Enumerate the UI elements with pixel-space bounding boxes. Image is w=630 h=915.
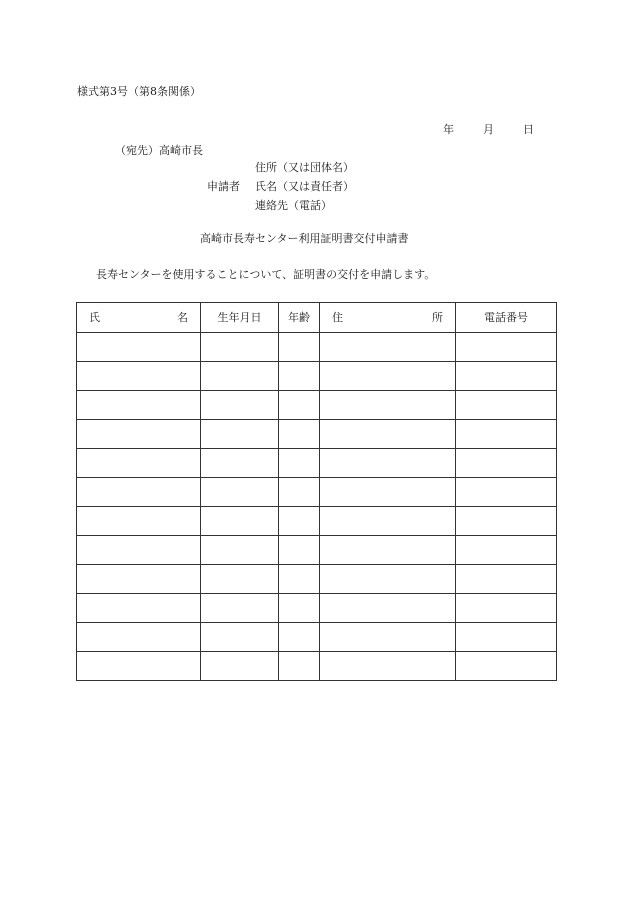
- phone-cell[interactable]: [456, 652, 557, 681]
- date-line: [443, 123, 534, 137]
- birthdate-cell[interactable]: [201, 478, 279, 507]
- name-cell[interactable]: [77, 623, 201, 652]
- name-column-header: [77, 303, 201, 333]
- address-cell[interactable]: [320, 652, 456, 681]
- name-cell[interactable]: [77, 333, 201, 362]
- applicant-name-label: 氏名（又は責任者）: [255, 180, 354, 193]
- phone-cell[interactable]: [456, 478, 557, 507]
- table-row: [77, 420, 557, 449]
- document-title: 高崎市長寿センター利用証明書交付申請書: [200, 232, 409, 245]
- date-year-label: 年: [443, 123, 454, 136]
- address-cell[interactable]: [320, 449, 456, 478]
- age-cell[interactable]: [279, 594, 320, 623]
- phone-cell[interactable]: [456, 536, 557, 565]
- table-row: [77, 333, 557, 362]
- phone-cell[interactable]: [456, 362, 557, 391]
- applicant-address-label: 住所（又は団体名）: [255, 161, 354, 174]
- table-row: [77, 623, 557, 652]
- age-cell[interactable]: [279, 391, 320, 420]
- table-row: [77, 478, 557, 507]
- address-cell[interactable]: [320, 478, 456, 507]
- birthdate-cell[interactable]: [201, 623, 279, 652]
- address-cell[interactable]: [320, 362, 456, 391]
- address-cell[interactable]: [320, 333, 456, 362]
- birthdate-cell[interactable]: [201, 420, 279, 449]
- age-cell[interactable]: [279, 536, 320, 565]
- address-header-char-1: 住: [332, 310, 343, 324]
- address-cell[interactable]: [320, 536, 456, 565]
- age-cell[interactable]: [279, 333, 320, 362]
- age-cell[interactable]: [279, 623, 320, 652]
- table-row: [77, 652, 557, 681]
- birthdate-cell[interactable]: [201, 652, 279, 681]
- age-cell[interactable]: [279, 652, 320, 681]
- birthdate-cell[interactable]: [201, 391, 279, 420]
- phone-cell[interactable]: [456, 391, 557, 420]
- form-number: 様式第3号（第8条関係）: [77, 85, 201, 98]
- birthdate-cell[interactable]: [201, 507, 279, 536]
- birthdate-cell[interactable]: [201, 594, 279, 623]
- name-cell[interactable]: [77, 449, 201, 478]
- age-cell[interactable]: [279, 420, 320, 449]
- table-row: [77, 594, 557, 623]
- date-day-label: 日: [523, 123, 534, 136]
- address-column-header: [320, 303, 456, 333]
- table-row: [77, 362, 557, 391]
- age-cell[interactable]: [279, 449, 320, 478]
- phone-cell[interactable]: [456, 449, 557, 478]
- applicant-table: [76, 302, 557, 681]
- name-cell[interactable]: [77, 536, 201, 565]
- name-cell[interactable]: [77, 565, 201, 594]
- name-cell[interactable]: [77, 594, 201, 623]
- age-cell[interactable]: [279, 507, 320, 536]
- birthdate-cell[interactable]: [201, 449, 279, 478]
- name-cell[interactable]: [77, 362, 201, 391]
- address-header-char-2: 所: [432, 310, 443, 324]
- birthdate-cell[interactable]: [201, 565, 279, 594]
- phone-cell[interactable]: [456, 420, 557, 449]
- phone-cell[interactable]: [456, 594, 557, 623]
- addressee: （宛先）高崎市長: [115, 144, 203, 157]
- applicant-contact-label: 連絡先（電話）: [255, 199, 332, 212]
- phone-column-header: 電話番号: [456, 303, 557, 333]
- table-row: [77, 449, 557, 478]
- phone-cell[interactable]: [456, 507, 557, 536]
- name-header-char-2: 名: [177, 310, 188, 324]
- birthdate-column-header: 生年月日: [201, 303, 279, 333]
- name-cell[interactable]: [77, 652, 201, 681]
- name-cell[interactable]: [77, 420, 201, 449]
- age-cell[interactable]: [279, 565, 320, 594]
- age-column-header: 年齢: [279, 303, 320, 333]
- phone-cell[interactable]: [456, 623, 557, 652]
- address-cell[interactable]: [320, 565, 456, 594]
- applicant-section-label: 申請者: [207, 180, 240, 193]
- name-cell[interactable]: [77, 391, 201, 420]
- table-row: [77, 536, 557, 565]
- birthdate-cell[interactable]: [201, 536, 279, 565]
- date-month-label: 月: [483, 123, 494, 136]
- table-header-row: [77, 303, 557, 333]
- document-body: 長寿センターを使用することについて、証明書の交付を申請します。: [96, 268, 436, 281]
- address-cell[interactable]: [320, 420, 456, 449]
- birthdate-cell[interactable]: [201, 333, 279, 362]
- name-cell[interactable]: [77, 507, 201, 536]
- table-row: [77, 507, 557, 536]
- table-row: [77, 391, 557, 420]
- age-cell[interactable]: [279, 478, 320, 507]
- address-cell[interactable]: [320, 594, 456, 623]
- age-cell[interactable]: [279, 362, 320, 391]
- address-cell[interactable]: [320, 623, 456, 652]
- name-header-char-1: 氏: [89, 310, 100, 324]
- name-cell[interactable]: [77, 478, 201, 507]
- address-cell[interactable]: [320, 391, 456, 420]
- phone-cell[interactable]: [456, 565, 557, 594]
- phone-cell[interactable]: [456, 333, 557, 362]
- table-row: [77, 565, 557, 594]
- address-cell[interactable]: [320, 507, 456, 536]
- birthdate-cell[interactable]: [201, 362, 279, 391]
